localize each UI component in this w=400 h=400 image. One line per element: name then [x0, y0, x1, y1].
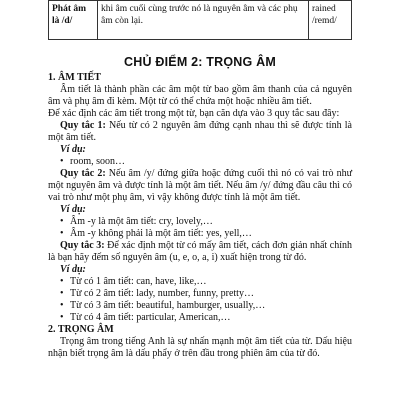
example-label: Ví dụ:	[60, 264, 86, 275]
list-item: • Âm -y là một âm tiết: cry, lovely,…	[70, 216, 352, 228]
paragraph: Để xác định các âm tiết trong một từ, bạn căn dựa vào 3 quy tắc sau đây:	[48, 108, 340, 119]
rule-1	[48, 120, 352, 144]
list-item: • Âm -y không phải là một âm tiết: yes, yell,…	[70, 228, 352, 240]
example-list	[48, 216, 352, 240]
example-list	[48, 156, 352, 168]
rule-text: Để xác định một từ có mấy âm tiết, cách đơn giản nhất chính là bạn hãy đếm số nguyên âm (u, e, o, a, i) xuất hiện trong từ đó.	[48, 240, 352, 263]
table-cell-rule: khi âm cuối cùng trước nó là nguyên âm và các phụ âm còn lại.	[98, 1, 309, 40]
paragraph: Âm tiết là thành phần các âm một từ bao gồm âm thanh của cả nguyên âm và phụ âm đi kèm. Một từ có thể chứa một hoặc nhiều âm tiết.	[48, 84, 352, 107]
document-body	[48, 72, 352, 360]
rule-label: Quy tắc 3:	[60, 240, 105, 251]
section-title-syllable: 1. ÂM TIẾT	[48, 72, 101, 83]
rule-3	[48, 240, 352, 264]
list-item: • Từ có 3 âm tiết: beautiful, hamburger, usually,…	[70, 300, 352, 312]
topic-heading: CHỦ ĐIỂM 2: TRỌNG ÂM	[124, 55, 276, 69]
rule-label: Quy tắc 2:	[60, 168, 106, 179]
rule-label: Quy tắc 1:	[60, 120, 106, 131]
paragraph: Trọng âm trong tiếng Anh là sự nhấn mạnh một âm tiết của từ. Dấu hiệu nhận biết trọng âm là dấu phẩy ở trên đầu trong phiên âm của từ đó.	[48, 336, 352, 359]
list-item: • Từ có 1 âm tiết: can, have, like,…	[70, 276, 352, 288]
table-cell-sound: Phát âm là /d/	[49, 1, 98, 40]
section-title-stress: 2. TRỌNG ÂM	[48, 324, 114, 335]
list-item: • Từ có 4 âm tiết: particular, American,…	[70, 312, 352, 324]
list-item: • room, soon…	[70, 156, 352, 168]
example-label: Ví dụ:	[60, 144, 86, 155]
example-label: Ví dụ:	[60, 204, 86, 215]
example-list	[48, 276, 352, 324]
sound-table	[48, 0, 352, 40]
list-item: • Từ có 2 âm tiết: lady, number, funny, pretty…	[70, 288, 352, 300]
rule-text: Nếu âm /y/ đứng giữa hoặc đứng cuối thì nó có vai trò như một nguyên âm và được tính là một âm tiết. Nếu âm /y/ đứng đầu câu thì có vai trò như một phụ âm, vì vậy không được tính là một âm tiết.	[48, 168, 352, 203]
table-row	[49, 1, 352, 40]
rule-text: Nếu từ có 2 nguyên âm đứng cạnh nhau thì sẽ được tính là một âm tiết.	[48, 120, 352, 143]
rule-2	[48, 168, 352, 204]
table-cell-example: rained /remd/	[309, 1, 352, 40]
